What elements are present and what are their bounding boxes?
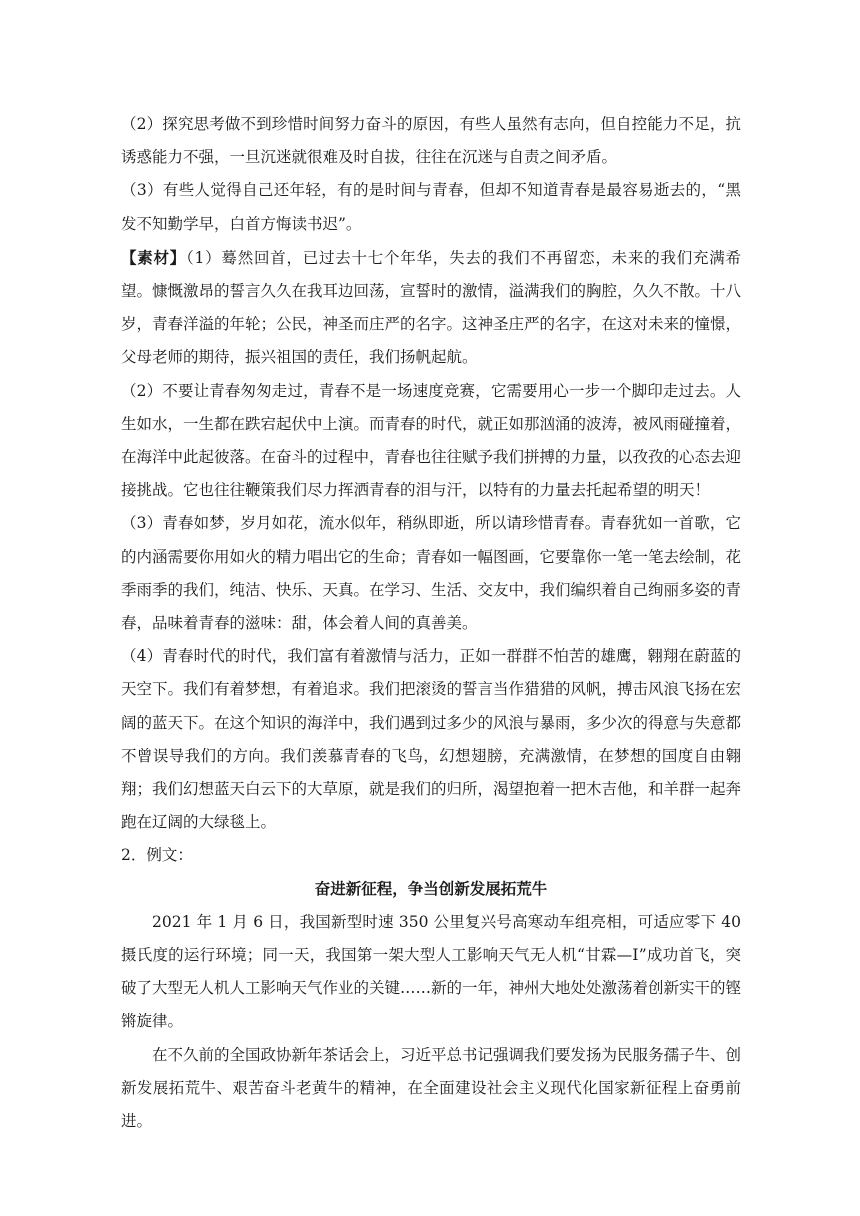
- material-paragraph-3: （3）青春如梦，岁月如花，流水似年，稍纵即逝，所以请珍惜青春。青春犹如一首歌，它的内涵需要你用如火的精力唱出它的生命；青春如一幅图画，它要靠你一笔一笔去绘制，花季雨季的我们，纯洁、快乐、天真。在学习、生活、交友中，我们编织着自己绚丽多姿的青春，品味着青春的滋味：甜，体会着人间的真善美。: [121, 514, 742, 633]
- paragraph-reason-3: （3）有些人觉得自己还年轻，有的是时间与青春，但却不知道青春是最容易逝去的，“黑发不知勤学早，白首方悔读书迟”。: [121, 181, 741, 233]
- example-label: 2．例文：: [121, 846, 193, 865]
- essay-title: 奋进新征程，争当创新发展拓荒牛: [314, 879, 548, 898]
- material-paragraph-1: [121, 241, 741, 375]
- essay-paragraph-2: 在不久前的全国政协新年茶话会上，习近平总书记强调我们要发扬为民服务孺子牛、创新发展拓荒牛、艰苦奋斗老黄牛的精神，在全面建设社会主义现代化国家新征程上奋勇前进。: [121, 1045, 742, 1131]
- essay-paragraph-1: 2021 年 1 月 6 日，我国新型时速 350 公里复兴号高寒动车组亮相，可适应零下 40 摄氏度的运行环境；同一天，我国第一架大型人工影响天气无人机“甘霖—Ⅰ”成功首飞，突破了大型无人机人工影响天气作业的关键……新的一年，神州大地处处激荡着创新实干的铿锵旋律。: [121, 912, 742, 1031]
- material-text-1: （1）蓦然回首，已过去十七个年华，失去的我们不再留恋，未来的我们充满希望。慷慨激昂的誓言久久在我耳边回荡，宣誓时的激情，溢满我们的胸腔，久久不散。十八岁，青春洋溢的年轮；公民，神圣而庄严的名字。这神圣庄严的名字，在这对未来的憧憬，父母老师的期待，振兴祖国的责任，我们扬帆起航。: [121, 248, 742, 367]
- material-paragraph-4: （4）青春时代的时代，我们富有着激情与活力，正如一群群不怕苦的雄鹰，翱翔在蔚蓝的天空下。我们有着梦想，有着追求。我们把滚烫的誓言当作猎猎的风帆，搏击风浪飞扬在宏阔的蓝天下。在这个知识的海洋中，我们遇到过多少的风浪与暴雨，多少次的得意与失意都不曾误导我们的方向。我们羡慕青春的飞鸟，幻想翅膀，充满激情，在梦想的国度自由翱翔；我们幻想蓝天白云下的大草原，就是我们的归所，渴望抱着一把木吉他，和羊群一起奔跑在辽阔的大绿毯上。: [121, 647, 742, 832]
- paragraph-reason-2: （2）探究思考做不到珍惜时间努力奋斗的原因，有些人虽然有志向，但自控能力不足，抗诱惑能力不强，一旦沉迷就很难及时自拔，往往在沉迷与自责之间矛盾。: [121, 115, 741, 167]
- material-label: 【素材】: [121, 247, 187, 267]
- material-paragraph-2: （2）不要让青春匆匆走过，青春不是一场速度竞赛，它需要用心一步一个脚印走过去。人生如水，一生都在跌宕起伏中上演。而青春的时代，就正如那汹涌的波涛，被风雨碰撞着，在海洋中此起彼落。在奋斗的过程中，青春也往往赋予我们拼搏的力量，以孜孜的心态去迎接挑战。它也往往鞭策我们尽力挥洒青春的泪与汗，以特有的力量去托起希望的明天！: [121, 381, 742, 500]
- document-body: [121, 108, 741, 1138]
